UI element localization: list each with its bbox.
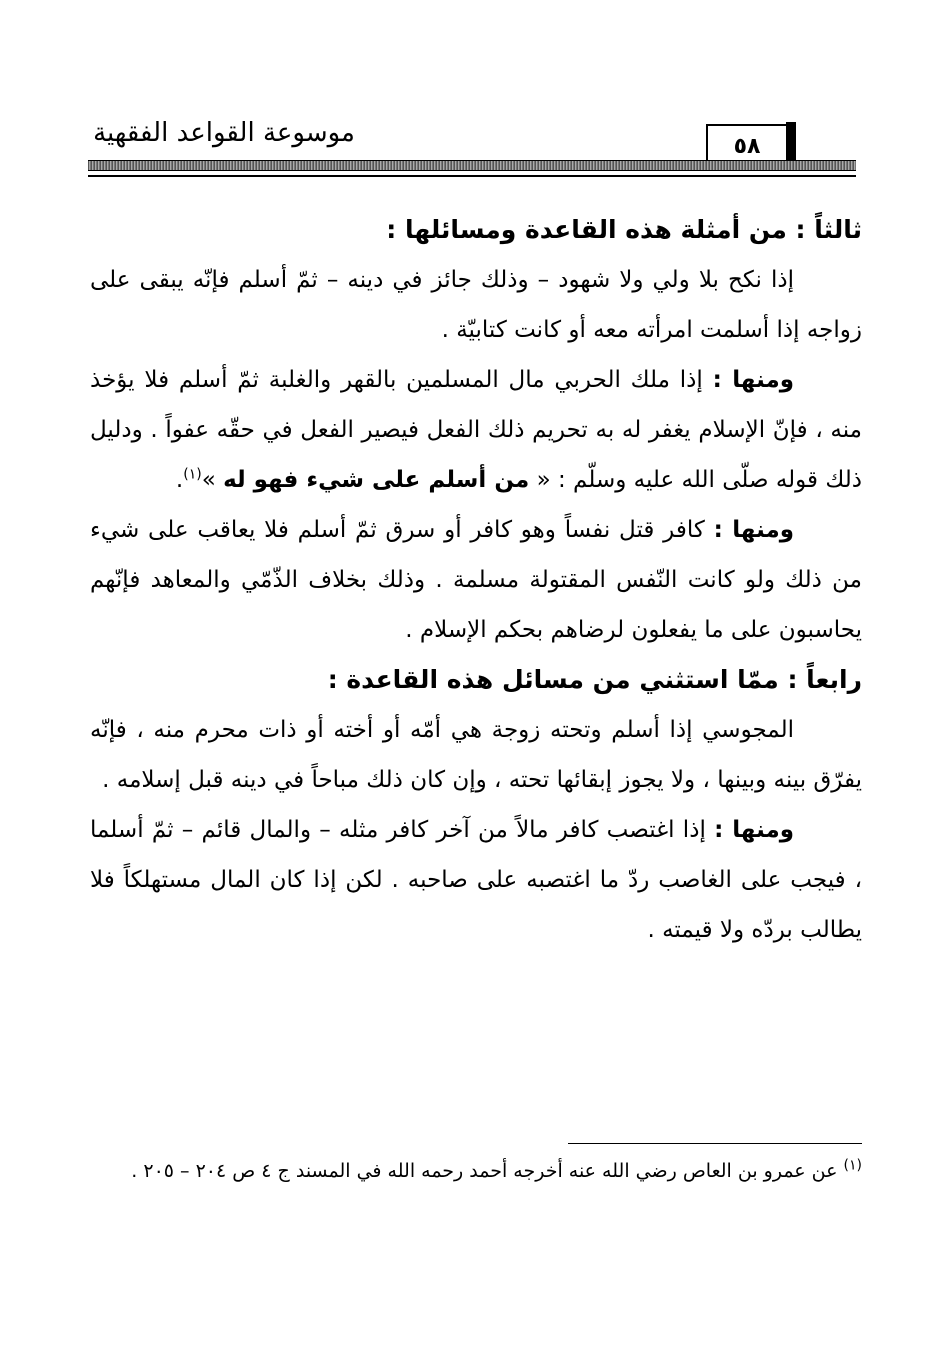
paragraph-2-text: إذا ملك الحربي مال المسلمين بالقهر والغلبة ثمّ أسلم فلا يؤخذ منه ، فإنّ الإسلام يغفر له به تحريم ذلك الفعل فيصير الفعل في حقّه عفواً . ودليل ذلك قوله صلّى الله عليه وسلّم : « [90,367,862,493]
footnote [90,1152,862,1190]
header-rule [88,160,856,171]
body-text [90,205,862,955]
paragraph-2-lead: ومنها : [712,367,795,393]
paragraph-2 [90,355,862,505]
paragraph-5 [90,805,862,955]
paragraph-5-lead: ومنها : [714,817,795,843]
footnote-marker: (١) [183,466,202,483]
paragraph-3 [90,505,862,655]
page-number: ٥٨ [733,133,761,159]
section-heading-4: رابعاً : ممّا استثني من مسائل هذه القاعدة : [327,665,862,694]
hadith-quote: من أسلم على شيء فهو له [223,467,530,493]
footnote-text: عن عمرو بن العاص رضي الله عنه أخرجه أحمد رحمه الله في المسند ج ٤ ص ٢٠٤ – ٢٠٥ . [131,1160,838,1182]
paragraph-4: المجوسي إذا أسلم وتحته زوجة هي أمّه أو أخته أو ذات محرم منه ، فإنّه يفرّق بينه وبينها ، ولا يجوز إبقائها تحته ، وإن كان ذلك مباحاً في دينه قبل إسلامه . [90,717,862,793]
footnote-1 [90,1152,862,1190]
paragraph-3-text: كافر قتل نفساً وهو كافر أو سرق ثمّ أسلم فلا يعاقب على شيء من ذلك ولو كانت النّفس المقتولة مسلمة . وذلك بخلاف الذّمّي والمعاهد فإنّهم يحاسبون على ما يفعلون لرضاهم بحكم الإسلام . [90,517,862,643]
section-heading-3: ثالثاً : من أمثلة هذه القاعدة ومسائلها : [386,215,862,244]
footnote-separator [568,1143,862,1144]
paragraph-3-lead: ومنها : [713,517,795,543]
footnote-number: (١) [843,1157,862,1174]
paragraph-1: إذا نكح بلا ولي ولا شهود – وذلك جائز في دينه – ثمّ أسلم فإنّه يبقى على زواجه إذا أسلمت امرأته معه أو كانت كتابيّة . [90,267,862,343]
paragraph-2-period: . [175,467,184,493]
running-header-title: موسوعة القواعد الفقهية [93,118,355,148]
quote-close: » [201,467,216,493]
header-rule-thin [88,175,856,177]
paragraph-5-text: إذا اغتصب كافر مالاً من آخر كافر مثله – والمال قائم – ثمّ أسلما ، فيجب على الغاصب ردّ ما اغتصبه على صاحبه . لكن إذا كان المال مستهلكاً فلا يطالب بردّه ولا قيمته . [90,817,862,943]
